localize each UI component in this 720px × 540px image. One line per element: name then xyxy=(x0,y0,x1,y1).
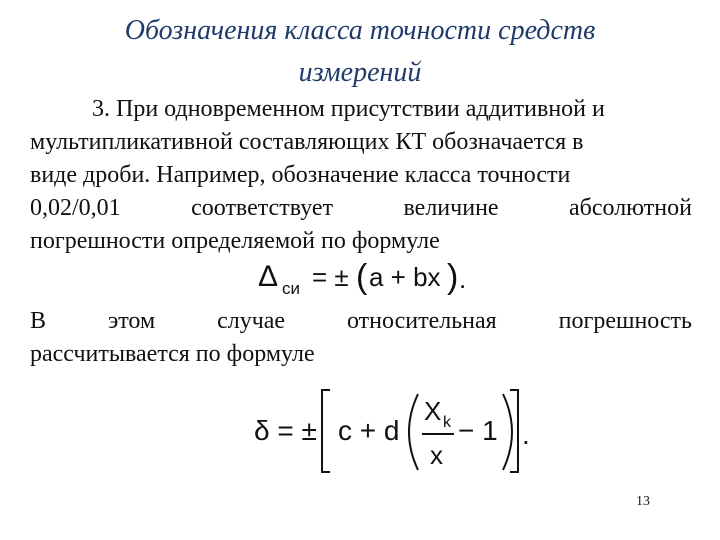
left-parenthesis xyxy=(409,394,418,470)
paragraph1-line-1-text: 3. При одновременном присутствии аддитивной и xyxy=(92,96,605,122)
paragraph1-line-2: мультипликативной составляющих КТ обозначается в xyxy=(30,129,584,155)
formula2-minus-one: − 1 xyxy=(458,415,498,446)
right-parenthesis xyxy=(503,394,512,470)
paragraph2-word: случае xyxy=(217,308,286,334)
paragraph-additive-multiplicative xyxy=(30,93,692,258)
open-parenthesis: ( xyxy=(356,258,368,296)
formula2-lhs: δ = ± xyxy=(254,415,317,446)
formula2-c-plus-d: c + d xyxy=(338,415,400,446)
paragraph-relative-error xyxy=(30,305,692,371)
paragraph1-line-4-word: соответствует xyxy=(191,195,334,221)
formula1-body: a + bx xyxy=(369,262,441,292)
close-parenthesis: ) xyxy=(447,258,459,296)
delta-subscript: си xyxy=(282,279,300,298)
paragraph2-line-2: рассчитывается по формуле xyxy=(30,341,315,367)
slide-title xyxy=(40,10,680,94)
fraction-numerator-subscript: k xyxy=(443,414,451,431)
relative-error-formula xyxy=(250,384,550,480)
paragraph1-line-4-word: абсолютной xyxy=(569,195,692,221)
formula2-period: . xyxy=(522,419,530,450)
paragraph1-line-4-word: величине xyxy=(403,195,499,221)
paragraph1-line-1 xyxy=(30,93,692,126)
absolute-error-formula xyxy=(252,254,482,304)
title-line-1: Обозначения класса точности средств xyxy=(124,15,596,46)
paragraph1-line-4 xyxy=(30,192,692,225)
paragraph2-word: погрешность xyxy=(558,308,692,334)
paragraph2-word: относительная xyxy=(347,308,497,334)
equals-plus-minus: = ± xyxy=(312,262,349,292)
fraction-numerator: X xyxy=(424,396,442,426)
paragraph2-word: этом xyxy=(107,308,156,334)
paragraph1-line-4-word: 0,02/0,01 xyxy=(30,195,121,221)
paragraph1-line-5: погрешности определяемой по формуле xyxy=(30,228,440,254)
paragraph2-word: В xyxy=(30,308,47,334)
title-line-2: измерений xyxy=(298,57,422,88)
paragraph1-line-3: виде дроби. Например, обозначение класса точности xyxy=(30,162,571,188)
fraction-denominator: x xyxy=(430,440,443,470)
slide-number: 13 xyxy=(636,494,650,509)
paragraph2-line-1 xyxy=(30,305,692,338)
delta-symbol: Δ xyxy=(258,260,279,293)
formula1-period: . xyxy=(459,264,467,294)
left-square-bracket xyxy=(322,390,330,472)
